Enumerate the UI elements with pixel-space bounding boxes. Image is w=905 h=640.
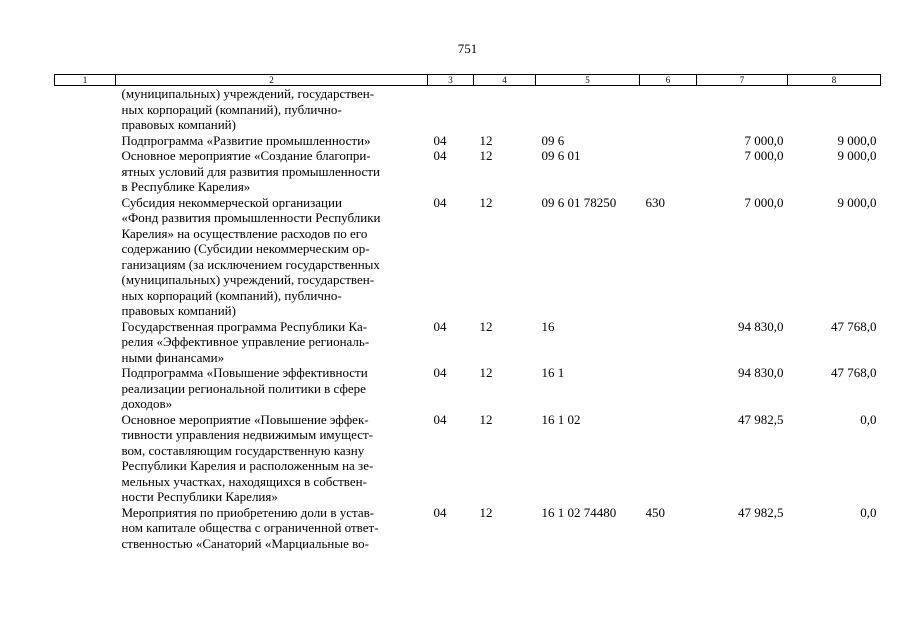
table-row [55,365,881,412]
target-article-cell: 16 1 [541,365,565,380]
amount-year2-cell: 0,0 [860,504,877,520]
target-article-cell: 16 [541,318,555,334]
amount-year2-cell: 9 000,0 [837,132,877,148]
item-name-cell [116,412,428,505]
item-name-line: доходов» [121,396,173,411]
section-code-cell: 04 [433,148,447,163]
item-name-line: Субсидия некоммерческой организации [121,194,342,210]
row-number-cell [55,319,116,366]
item-name-line: «Фонд развития промышленности Республики [121,210,381,225]
expense-type-cell [640,412,697,505]
item-name-line: мельных участках, находящихся в собствен- [121,473,367,489]
item-name-cell [116,319,428,366]
section-code-cell: 04 [433,504,447,520]
item-name-line: ными финансами» [121,349,225,365]
row-number-cell [55,133,116,149]
item-name-line: ственностью «Санаторий «Марциальные во- [121,535,370,551]
item-name-line: ятных условий для развития промышленности [121,163,380,179]
item-name-line: ных корпораций (компаний), публично- [121,101,342,117]
subsection-code-cell: 12 [479,148,493,163]
amount-year1-cell: 47 982,5 [738,504,784,520]
amount-year1-cell: 7 000,0 [744,148,784,163]
subsection-code-cell: 12 [479,504,493,520]
expense-type-cell [640,86,697,133]
item-name-line: правовых компаний) [121,117,236,132]
section-code-cell: 04 [433,365,447,380]
item-name-line: Подпрограмма «Развитие промышленности» [121,132,371,148]
row-number-cell [55,86,116,133]
expense-type-cell [640,133,697,149]
item-name-line: правовых компаний) [121,303,236,318]
subsection-code-cell: 12 [479,318,493,334]
amount-year2-cell: 47 768,0 [831,318,877,334]
amount-year1-cell: 94 830,0 [738,318,784,334]
item-name-line: Основное мероприятие «Создание благопри- [121,148,371,163]
table-row [55,86,881,133]
table-row [55,412,881,505]
item-name-line: (муниципальных) учреждений, государствен- [121,86,375,101]
item-name-line: Государственная программа Республики Ка- [121,318,368,334]
amount-year2-cell: 9 000,0 [837,194,877,210]
expense-type-cell [640,319,697,366]
item-name-line: содержанию (Субсидии некоммерческим ор- [121,241,370,256]
amount-year1-cell: 7 000,0 [744,132,784,148]
subsection-code-cell [474,86,536,133]
row-number-cell [55,505,116,552]
expense-type-cell: 630 [645,194,665,210]
table-row [55,133,881,149]
section-code-cell: 04 [433,318,447,334]
row-number-cell [55,412,116,505]
item-name-line: тивности управления недвижимым имущест- [121,427,374,442]
amount-year1-cell: 7 000,0 [744,194,784,210]
item-name-line: (муниципальных) учреждений, государствен- [121,272,375,287]
target-article-cell: 09 6 01 [541,148,581,163]
item-name-line: Подпрограмма «Повышение эффективности [121,365,368,380]
section-code-cell [428,86,474,133]
target-article-cell [536,86,640,133]
column-header: 1 [55,75,116,86]
row-number-cell [55,365,116,412]
table-row [55,319,881,366]
item-name-cell [116,365,428,412]
item-name-cell [116,133,428,149]
subsection-code-cell: 12 [479,132,493,148]
page-number: 751 [457,41,478,56]
subsection-code-cell: 12 [479,365,493,380]
amount-year1-cell: 94 830,0 [738,365,784,380]
amount-year1-cell: 47 982,5 [738,411,784,427]
budget-table [54,74,881,551]
item-name-line: Республики Карелия и расположенным на зе- [121,458,374,473]
expense-type-cell [640,148,697,195]
item-name-line: Основное мероприятие «Повышение эффек- [121,411,369,427]
column-header: 8 [788,75,881,86]
amount-year1-cell [697,86,788,133]
target-article-cell: 16 1 02 [541,411,581,427]
target-article-cell: 09 6 [541,132,565,148]
item-name-line: реализации региональной политики в сфере [121,380,366,396]
item-name-line: Карелия» на осуществление расходов по его [121,225,368,241]
column-header: 2 [116,75,428,86]
column-header: 7 [697,75,788,86]
expense-type-cell [640,365,697,412]
item-name-line: ных корпораций (компаний), публично- [121,287,342,303]
table-row [55,505,881,552]
column-header: 3 [428,75,474,86]
amount-year2-cell [788,86,881,133]
section-code-cell: 04 [433,132,447,148]
expense-type-cell: 450 [645,504,665,520]
item-name-line: ном капитале общества с ограниченной ответ- [121,520,379,535]
table-row [55,148,881,195]
column-header: 5 [536,75,640,86]
amount-year2-cell: 47 768,0 [831,365,877,380]
item-name-cell [116,195,428,319]
table-row [55,195,881,319]
subsection-code-cell: 12 [479,411,493,427]
item-name-line: вом, составляющим государственную казну [121,442,365,458]
section-code-cell: 04 [433,411,447,427]
row-number-cell [55,195,116,319]
item-name-line: релия «Эффективное управление региональ- [121,334,370,349]
amount-year2-cell: 0,0 [860,411,877,427]
column-number-header [55,75,881,86]
target-article-cell: 09 6 01 78250 [541,194,617,210]
subsection-code-cell: 12 [479,194,493,210]
item-name-cell [116,86,428,133]
item-name-line: ности Республики Карелия» [121,489,278,504]
item-name-cell [116,505,428,552]
row-number-cell [55,148,116,195]
section-code-cell: 04 [433,194,447,210]
item-name-line: ганизациям (за исключением государственных [121,256,380,272]
target-article-cell: 16 1 02 74480 [541,504,617,520]
item-name-line: в Республике Карелия» [121,179,251,194]
item-name-cell [116,148,428,195]
amount-year2-cell: 9 000,0 [837,148,877,163]
column-header: 6 [640,75,697,86]
column-header: 4 [474,75,536,86]
item-name-line: Мероприятия по приобретению доли в устав- [121,504,375,520]
